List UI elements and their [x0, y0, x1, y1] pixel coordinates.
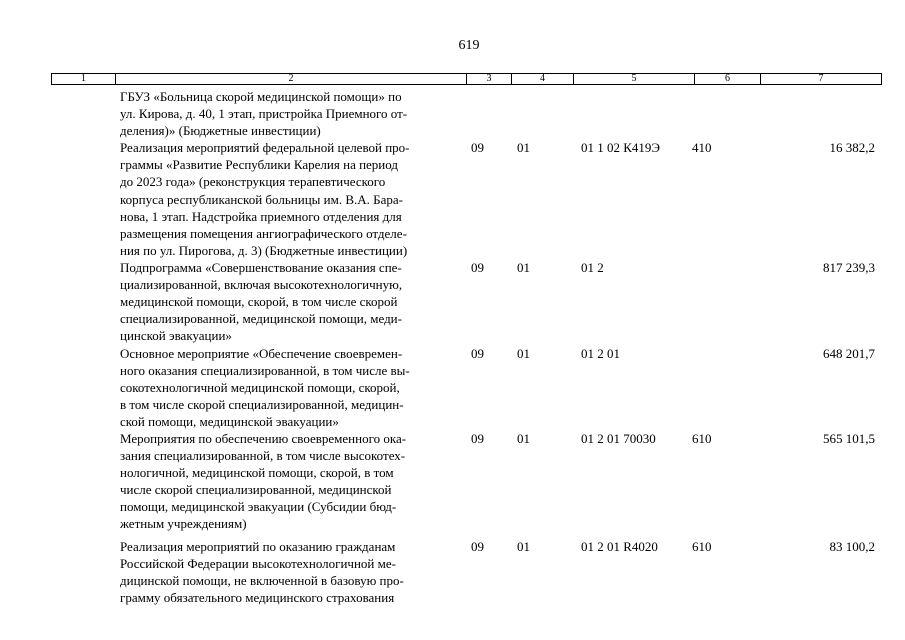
subsection-code: 01 — [517, 539, 530, 554]
description-line: цинской эвакуации» — [120, 328, 232, 344]
target-article-code: 01 2 01 70030 — [581, 431, 656, 446]
description-line: числе скорой специализированной, медицинской — [120, 482, 392, 498]
column-header-3: 3 — [467, 74, 512, 85]
subsection-code: 01 — [517, 260, 530, 275]
amount-value: 648 201,7 — [823, 345, 875, 361]
column-header-row — [51, 73, 882, 85]
section-code: 09 — [471, 140, 484, 156]
section-code: 09 — [471, 260, 484, 275]
description-line: Основное мероприятие «Обеспечение своевремен- — [120, 345, 403, 361]
description-line: Российской Федерации высокотехнологичной ме- — [120, 556, 396, 572]
description-line: медицинской помощи, скорой, в том числе скорой — [120, 294, 398, 310]
description-line: помощи, медицинской эвакуации (Субсидии бюд- — [120, 499, 397, 515]
description-line: ного оказания специализированной, в том числе вы- — [120, 362, 410, 378]
description-line: Подпрограмма «Совершенствование оказания спе- — [120, 260, 402, 275]
description-line: граммы «Развитие Республики Карелия на период — [120, 157, 399, 173]
description-line: Реализация мероприятий по оказанию гражданам — [120, 539, 396, 554]
description-line: ния по ул. Пирогова, д. 3) (Бюджетные инвестиции) — [120, 242, 408, 258]
target-article-code: 01 2 01 — [581, 345, 620, 361]
description-line: Реализация мероприятий федеральной целевой про- — [120, 140, 410, 156]
description-line: размещения помещения ангиографического отделе- — [120, 225, 407, 241]
column-header-2: 2 — [116, 74, 467, 85]
target-article-code: 01 2 — [581, 260, 604, 275]
column-header-4: 4 — [512, 74, 574, 85]
column-header-5: 5 — [574, 74, 695, 85]
description-line: деления)» (Бюджетные инвестиции) — [120, 123, 321, 139]
column-header-6: 6 — [695, 74, 761, 85]
description-line: грамму обязательного медицинского страхования — [120, 590, 395, 606]
section-code: 09 — [471, 431, 484, 446]
description-line: сокотехнологичной медицинской помощи, скорой, — [120, 379, 400, 395]
expense-type-code: 410 — [692, 140, 712, 156]
column-header-7: 7 — [761, 74, 882, 85]
amount-value: 16 382,2 — [829, 140, 875, 156]
amount-value: 565 101,5 — [823, 431, 875, 446]
section-code: 09 — [471, 539, 484, 554]
row-description — [120, 430, 458, 533]
subsection-code: 01 — [517, 345, 530, 361]
row-description — [120, 538, 458, 606]
row-description — [120, 259, 458, 344]
description-line: ской помощи, медицинской эвакуации» — [120, 413, 339, 429]
subsection-code: 01 — [517, 140, 530, 156]
row-description — [120, 88, 458, 139]
description-line: циализированной, включая высокотехнологичную, — [120, 277, 403, 293]
amount-value: 83 100,2 — [829, 539, 875, 554]
section-code: 09 — [471, 345, 484, 361]
description-line: ГБУЗ «Больница скорой медицинской помощи» по — [120, 89, 402, 104]
description-line: нова, 1 этап. Надстройка приемного отделения для — [120, 208, 402, 224]
target-article-code: 01 1 02 К419Э — [581, 140, 661, 156]
description-line: зания специализированной, в том числе высокотех- — [120, 448, 406, 464]
description-line: Мероприятия по обеспечению своевременного ока- — [120, 431, 407, 446]
description-line: до 2023 года» (реконструкция терапевтического — [120, 174, 386, 190]
row-description — [120, 345, 458, 430]
expense-type-code: 610 — [692, 539, 712, 554]
description-line: жетным учреждениям) — [120, 516, 247, 532]
subsection-code: 01 — [517, 431, 530, 446]
page-number: 619 — [458, 38, 480, 53]
description-line: в том числе скорой специализированной, медицин- — [120, 396, 404, 412]
description-line: дицинской помощи, не включенной в базовую про- — [120, 573, 404, 589]
column-header-1: 1 — [52, 74, 116, 85]
row-description — [120, 139, 458, 259]
amount-value: 817 239,3 — [823, 260, 875, 275]
description-line: специализированной, медицинской помощи, меди- — [120, 311, 402, 327]
description-line: нологичной, медицинской помощи, скорой, в том — [120, 465, 394, 481]
expense-type-code: 610 — [692, 431, 712, 446]
description-line: корпуса республиканской больницы им. В.А. Бара- — [120, 191, 403, 207]
target-article-code: 01 2 01 R4020 — [581, 539, 658, 554]
description-line: ул. Кирова, д. 40, 1 этап, пристройка Приемного от- — [120, 106, 408, 122]
